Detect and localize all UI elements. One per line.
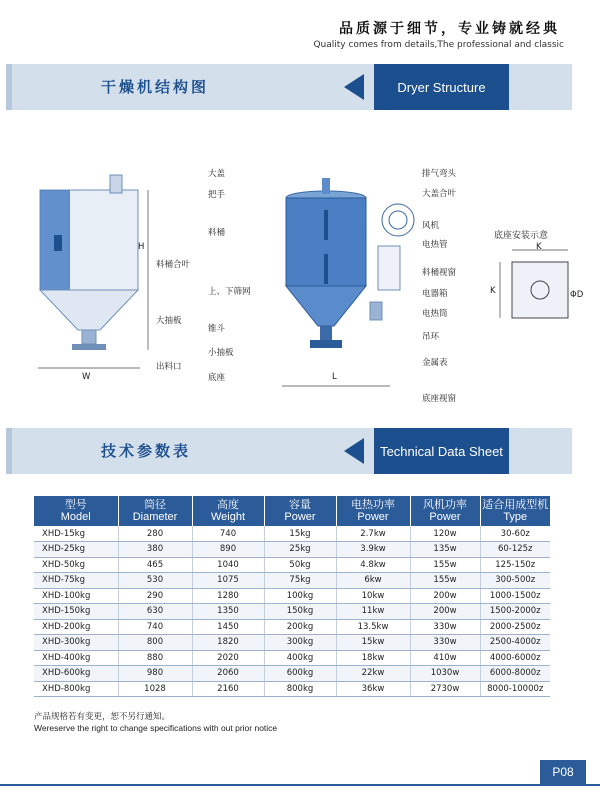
table-row — [34, 604, 550, 620]
label-outlet: 出料口 — [156, 362, 182, 372]
table-cell: XHD-50kg — [34, 557, 118, 573]
label-height-h: H — [138, 242, 145, 252]
table-cell: 100kg — [264, 588, 336, 604]
table-cell: 120w — [410, 526, 480, 542]
label-base-install: 底座安装示意 — [494, 231, 549, 241]
notice-cn: 产品规格若有变更，恕不另行通知。 — [34, 712, 171, 722]
label-dim-k-side: K — [490, 286, 496, 296]
table-cell: 530 — [118, 573, 192, 589]
label-big-plate: 大抽板 — [156, 316, 182, 326]
table-cell: 2160 — [192, 681, 264, 697]
table-cell: 22kw — [336, 666, 410, 682]
label-heater-tube: 电热管 — [422, 240, 448, 250]
banner-accent-bar — [6, 64, 12, 110]
table-row — [34, 573, 550, 589]
section-title-cn: 技术参数表 — [101, 442, 192, 460]
table-cell: XHD-300kg — [34, 635, 118, 651]
table-cell: 1500-2000z — [480, 604, 550, 620]
table-cell: 300kg — [264, 635, 336, 651]
table-cell: XHD-150kg — [34, 604, 118, 620]
table-row — [34, 635, 550, 651]
header-heater-power: 电热功率 Power — [336, 496, 410, 526]
label-barrel: 料桶 — [208, 228, 226, 238]
table-cell: 290 — [118, 588, 192, 604]
base-install-schematic — [500, 250, 568, 318]
label-metal-meter: 金属表 — [422, 358, 448, 368]
footer-divider — [0, 784, 600, 786]
table-cell: 6kw — [336, 573, 410, 589]
table-cell: 300-500z — [480, 573, 550, 589]
table-row — [34, 666, 550, 682]
label-electric-box: 电器箱 — [422, 289, 448, 299]
table-cell: XHD-800kg — [34, 681, 118, 697]
table-cell: 200w — [410, 588, 480, 604]
table-cell: 1450 — [192, 619, 264, 635]
section-title-en: Technical Data Sheet — [374, 428, 509, 474]
table-cell: 800 — [118, 635, 192, 651]
table-row — [34, 557, 550, 573]
side-view-dryer — [38, 175, 148, 368]
table-cell: 15kw — [336, 635, 410, 651]
table-cell: 465 — [118, 557, 192, 573]
table-cell: 75kg — [264, 573, 336, 589]
table-cell: 135w — [410, 542, 480, 558]
table-cell: XHD-75kg — [34, 573, 118, 589]
table-cell: 380 — [118, 542, 192, 558]
table-cell: 600kg — [264, 666, 336, 682]
table-cell: 280 — [118, 526, 192, 542]
table-cell: 410w — [410, 650, 480, 666]
label-base: 底座 — [208, 373, 226, 383]
table-row — [34, 526, 550, 542]
table-cell: XHD-100kg — [34, 588, 118, 604]
table-cell: 2020 — [192, 650, 264, 666]
table-cell: 980 — [118, 666, 192, 682]
label-hopper-blade: 料桶合叶 — [156, 260, 191, 270]
slogan-chinese: 品质源于细节，专业铸就经典 — [339, 21, 560, 37]
table-cell: 15kg — [264, 526, 336, 542]
label-dim-k-top: K — [536, 242, 542, 252]
dryer-structure-diagram — [20, 150, 590, 420]
table-cell: XHD-200kg — [34, 619, 118, 635]
section-title-en: Dryer Structure — [374, 64, 509, 110]
label-heater-cylinder: 电热筒 — [422, 309, 448, 319]
header-model: 型号 Model — [34, 496, 118, 526]
label-barrel-window: 料桶视窗 — [422, 268, 457, 278]
table-cell: 740 — [118, 619, 192, 635]
table-cell: 3.9kw — [336, 542, 410, 558]
table-header-row — [34, 496, 550, 526]
table-cell: 630 — [118, 604, 192, 620]
table-cell: 880 — [118, 650, 192, 666]
table-cell: 25kg — [264, 542, 336, 558]
table-cell: 1820 — [192, 635, 264, 651]
section-title-cn: 干燥机结构图 — [101, 78, 210, 96]
table-cell: 890 — [192, 542, 264, 558]
label-fan: 风机 — [422, 221, 440, 231]
table-cell: 200kg — [264, 619, 336, 635]
triangle-pointer-icon — [344, 74, 364, 100]
table-cell: 30-60z — [480, 526, 550, 542]
section-banner-structure — [6, 64, 572, 110]
label-exhaust-elbow: 排气弯头 — [422, 169, 457, 179]
table-cell: 1280 — [192, 588, 264, 604]
table-cell: 2500-4000z — [480, 635, 550, 651]
label-screens: 上、下筛网 — [208, 287, 251, 297]
section-banner-data-sheet — [6, 428, 572, 474]
table-cell: 1075 — [192, 573, 264, 589]
table-cell: 36kw — [336, 681, 410, 697]
table-cell: XHD-15kg — [34, 526, 118, 542]
dryer-drawing — [20, 150, 590, 420]
header-capacity: 容量 Power — [264, 496, 336, 526]
label-lid-hinge: 大盖合叶 — [422, 189, 457, 199]
slogan-english: Quality comes from details,The professional and classic — [313, 40, 564, 50]
table-row — [34, 650, 550, 666]
table-cell: 50kg — [264, 557, 336, 573]
table-cell: 155w — [410, 557, 480, 573]
table-row — [34, 681, 550, 697]
table-cell: 13.5kw — [336, 619, 410, 635]
label-lifting-ring: 吊环 — [422, 332, 440, 342]
banner-accent-bar — [6, 428, 12, 474]
table-cell: XHD-25kg — [34, 542, 118, 558]
table-cell: 2000-2500z — [480, 619, 550, 635]
table-cell: 2.7kw — [336, 526, 410, 542]
label-big-lid: 大盖 — [208, 169, 226, 179]
table-cell: 800kg — [264, 681, 336, 697]
table-cell: 4000-6000z — [480, 650, 550, 666]
table-cell: 150kg — [264, 604, 336, 620]
technical-data-table — [34, 496, 550, 697]
notice-en: Wereserve the right to change specifications with out prior notice — [34, 723, 278, 733]
label-cone: 锥斗 — [208, 324, 226, 334]
label-small-plate: 小抽板 — [208, 348, 234, 358]
table-cell: 6000-8000z — [480, 666, 550, 682]
table-cell: 330w — [410, 619, 480, 635]
table-cell: 11kw — [336, 604, 410, 620]
table-cell: 1350 — [192, 604, 264, 620]
table-row — [34, 542, 550, 558]
spec-change-notice — [34, 712, 277, 734]
table-cell: 1040 — [192, 557, 264, 573]
header-machine-type: 适合用成型机 Type — [480, 496, 550, 526]
label-width-w: W — [82, 372, 91, 382]
table-cell: 1030w — [410, 666, 480, 682]
table-cell: 740 — [192, 526, 264, 542]
table-cell: 2730w — [410, 681, 480, 697]
label-base-window: 底座视窗 — [422, 394, 457, 404]
table-cell: 125-150z — [480, 557, 550, 573]
header-height: 高度 Weight — [192, 496, 264, 526]
table-cell: 4.8kw — [336, 557, 410, 573]
table-cell: 2060 — [192, 666, 264, 682]
page-number: P08 — [540, 760, 586, 784]
table-cell: 1000-1500z — [480, 588, 550, 604]
header-fan-power: 风机功率 Power — [410, 496, 480, 526]
table-cell: 10kw — [336, 588, 410, 604]
table-cell: 1028 — [118, 681, 192, 697]
label-length-l: L — [332, 372, 337, 382]
table-cell: 330w — [410, 635, 480, 651]
triangle-pointer-icon — [344, 438, 364, 464]
label-handle: 把手 — [208, 190, 226, 200]
table-cell: 8000-10000z — [480, 681, 550, 697]
header-diameter: 筒径 Diameter — [118, 496, 192, 526]
table-cell: 60-125z — [480, 542, 550, 558]
table-cell: XHD-600kg — [34, 666, 118, 682]
front-view-dryer — [282, 178, 414, 386]
table-cell: XHD-400kg — [34, 650, 118, 666]
table-cell: 155w — [410, 573, 480, 589]
table-cell: 200w — [410, 604, 480, 620]
table-row — [34, 619, 550, 635]
table-row — [34, 588, 550, 604]
table-cell: 18kw — [336, 650, 410, 666]
table-cell: 400kg — [264, 650, 336, 666]
label-dim-d: ΦD — [570, 290, 584, 300]
